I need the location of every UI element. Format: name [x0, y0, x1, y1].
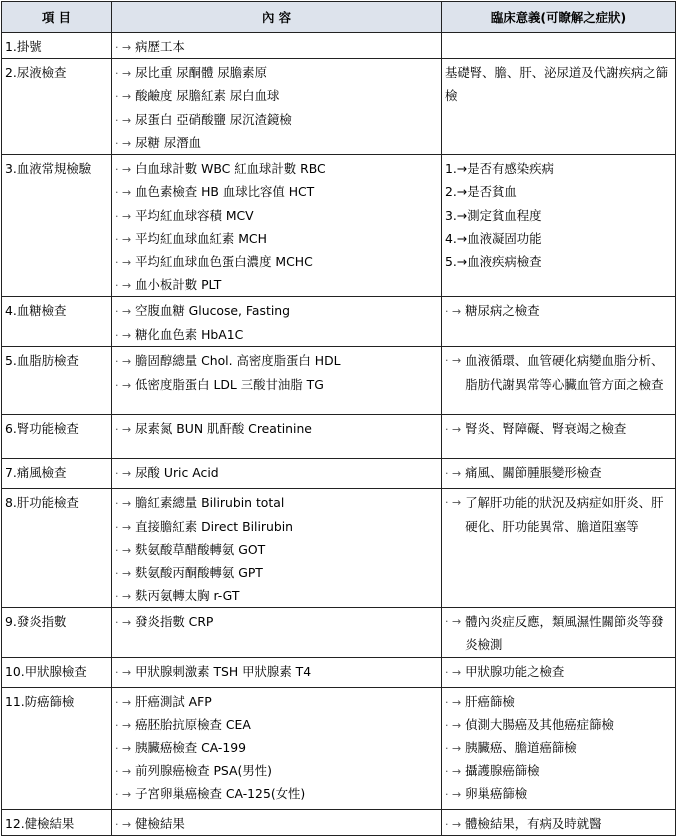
item-cell: [2, 657, 112, 687]
content-cell: [112, 347, 442, 415]
content-line: [115, 417, 438, 440]
meaning-text: 4.→血液凝固功能: [445, 230, 542, 246]
bullet-arrow-icon: · →: [445, 615, 462, 629]
table-row: [2, 809, 676, 835]
item-label: 5.血脂肪檢查: [5, 353, 79, 369]
bullet-arrow-icon: · →: [445, 305, 462, 319]
table-row: [2, 415, 676, 459]
meaning-line: [445, 759, 672, 782]
content-text: 膽固醇總量 Chol. 高密度脂蛋白 HDL: [135, 353, 341, 369]
meaning-line: [445, 61, 672, 107]
content-line: [115, 812, 438, 835]
bullet-arrow-icon: · →: [115, 378, 132, 392]
content-cell: [112, 33, 442, 59]
content-line: [115, 561, 438, 584]
bullet-arrow-icon: · →: [115, 328, 132, 342]
content-text: 子宮卵巢癌檢查 CA-125(女性): [135, 786, 306, 802]
bullet-arrow-icon: · →: [115, 232, 132, 246]
content-cell: [112, 657, 442, 687]
item-cell: [2, 809, 112, 835]
meaning-line: [445, 812, 672, 835]
content-line: [115, 660, 438, 683]
content-line: [115, 373, 438, 396]
bullet-arrow-icon: · →: [115, 718, 132, 732]
meaning-text: 攝護腺癌篩檢: [465, 763, 540, 779]
meaning-text: 肝癌篩檢: [465, 693, 515, 709]
bullet-arrow-icon: · →: [115, 209, 132, 223]
header-row: [2, 2, 676, 33]
meaning-cell: [442, 657, 676, 687]
content-line: [115, 61, 438, 84]
meaning-line: [445, 180, 672, 203]
bullet-arrow-icon: · →: [445, 423, 462, 437]
content-cell: [112, 459, 442, 489]
content-line: [115, 690, 438, 713]
content-text: 麩氨酸丙酮酸轉氨 GPT: [135, 564, 263, 580]
table-row: [2, 347, 676, 415]
meaning-text: 基礎腎、膽、肝、泌尿道及代謝疾病之篩檢: [445, 65, 669, 104]
meaning-cell: [442, 459, 676, 489]
item-cell: [2, 608, 112, 657]
meaning-cell: [442, 347, 676, 415]
bullet-arrow-icon: · →: [115, 113, 132, 127]
content-line: [115, 299, 438, 322]
content-text: 直接膽紅素 Direct Bilirubin: [135, 518, 294, 534]
meaning-cell: [442, 33, 676, 59]
bullet-arrow-icon: · →: [115, 41, 132, 54]
content-line: [115, 538, 438, 561]
content-text: 麩氨酸草醋酸轉氨 GOT: [135, 541, 266, 557]
item-cell: [2, 347, 112, 415]
content-line: [115, 227, 438, 250]
content-text: 血小板計數 PLT: [135, 277, 222, 293]
content-text: 胰臟癌檢查 CA-199: [135, 740, 247, 756]
bullet-arrow-icon: · →: [445, 695, 462, 709]
meaning-text: 體檢結果，有病及時就醫: [465, 815, 602, 831]
meaning-cell: [442, 415, 676, 459]
table-row: [2, 489, 676, 608]
content-line: [115, 584, 438, 607]
content-line: [115, 204, 438, 227]
item-label: 7.痛風檢查: [5, 465, 67, 481]
content-text: 尿糖 尿潛血: [135, 134, 202, 150]
item-cell: [2, 59, 112, 155]
bullet-arrow-icon: · →: [115, 590, 132, 604]
health-check-table: [1, 1, 676, 836]
meaning-line: [445, 250, 672, 273]
bullet-arrow-icon: · →: [445, 467, 462, 481]
header-meaning: 臨床意義(可瞭解之症狀): [442, 2, 676, 33]
content-line: [115, 349, 438, 372]
bullet-arrow-icon: · →: [115, 423, 132, 437]
content-text: 健檢結果: [135, 815, 185, 831]
bullet-arrow-icon: · →: [445, 496, 462, 510]
content-text: 前列腺癌檢查 PSA(男性): [135, 763, 272, 779]
content-text: 平均紅血球容積 MCV: [135, 207, 254, 223]
item-label: 12.健檢結果: [5, 815, 75, 831]
bullet-arrow-icon: · →: [115, 788, 132, 802]
bullet-arrow-icon: · →: [115, 355, 132, 369]
content-text: 平均紅血球血紅素 MCH: [135, 230, 267, 246]
content-text: 病歷工本: [135, 39, 185, 54]
content-line: [115, 250, 438, 273]
content-cell: [112, 809, 442, 835]
item-label: 2.尿液檢查: [5, 65, 67, 81]
bullet-arrow-icon: · →: [445, 742, 462, 756]
item-cell: [2, 33, 112, 59]
meaning-text: 體內炎症反應，類風濕性關節炎等發炎檢測: [465, 614, 664, 653]
content-line: [115, 273, 438, 296]
bullet-arrow-icon: · →: [445, 817, 462, 831]
header-content: 內 容: [112, 2, 442, 33]
content-cell: [112, 415, 442, 459]
item-label: 10.甲狀腺檢查: [5, 663, 87, 679]
item-cell: [2, 155, 112, 297]
item-cell: [2, 459, 112, 489]
item-label: 6.腎功能檢查: [5, 421, 79, 437]
item-label: 11.防癌篩檢: [5, 693, 75, 709]
table-row: [2, 459, 676, 489]
content-text: 低密度脂蛋白 LDL 三酸甘油脂 TG: [135, 376, 324, 392]
item-label: 3.血液常規檢驗: [5, 161, 92, 177]
bullet-arrow-icon: · →: [115, 467, 132, 481]
bullet-arrow-icon: · →: [115, 279, 132, 293]
content-line: [115, 610, 438, 633]
table-row: [2, 297, 676, 347]
content-cell: [112, 687, 442, 809]
table-row: [2, 59, 676, 155]
meaning-text: 1.→是否有感染疾病: [445, 161, 554, 177]
bullet-arrow-icon: · →: [115, 186, 132, 200]
meaning-text: 3.→測定貧血程度: [445, 207, 542, 223]
bullet-arrow-icon: · →: [115, 817, 132, 831]
meaning-text: 痛風、關節腫脹變形檢查: [465, 465, 602, 481]
meaning-line: [445, 157, 672, 180]
bullet-arrow-icon: · →: [115, 67, 132, 81]
bullet-arrow-icon: · →: [445, 354, 462, 368]
item-cell: [2, 297, 112, 347]
meaning-line: [445, 349, 672, 395]
meaning-cell: [442, 687, 676, 809]
bullet-arrow-icon: · →: [115, 520, 132, 534]
meaning-line: [445, 610, 672, 656]
meaning-cell: [442, 489, 676, 608]
meaning-line: [445, 299, 672, 322]
table-row: [2, 33, 676, 59]
content-line: [115, 515, 438, 538]
content-text: 酸鹼度 尿膽紅素 尿白血球: [135, 88, 280, 104]
meaning-line: [445, 782, 672, 805]
meaning-line: [445, 417, 672, 440]
content-text: 癌胚胎抗原檢查 CEA: [135, 716, 251, 732]
meaning-text: 5.→血液疾病檢查: [445, 253, 542, 269]
bullet-arrow-icon: · →: [115, 665, 132, 679]
meaning-text: 了解肝功能的狀況及病症如肝炎、肝硬化、肝功能異常、膽道阻塞等: [465, 495, 664, 534]
meaning-line: [445, 491, 672, 537]
content-line: [115, 157, 438, 180]
bullet-arrow-icon: · →: [115, 765, 132, 779]
content-line: [115, 323, 438, 346]
bullet-arrow-icon: · →: [115, 566, 132, 580]
meaning-line: [445, 461, 672, 484]
item-cell: [2, 489, 112, 608]
content-line: [115, 736, 438, 759]
bullet-arrow-icon: · →: [115, 163, 132, 177]
bullet-arrow-icon: · →: [115, 742, 132, 756]
bullet-arrow-icon: · →: [445, 788, 462, 802]
meaning-text: 偵測大腸癌及其他癌症篩檢: [465, 716, 614, 732]
content-line: [115, 713, 438, 736]
meaning-text: 胰臟癌、膽道癌篩檢: [465, 740, 577, 756]
table-row: [2, 155, 676, 297]
item-cell: [2, 415, 112, 459]
item-label: 8.肝功能檢查: [5, 495, 79, 511]
meaning-text: 血液循環、血管硬化病變血脂分析、脂肪代謝異常等心臟血管方面之檢查: [465, 353, 664, 392]
meaning-cell: [442, 297, 676, 347]
meaning-cell: [442, 59, 676, 155]
bullet-arrow-icon: · →: [445, 718, 462, 732]
bullet-arrow-icon: · →: [115, 255, 132, 269]
content-line: [115, 131, 438, 154]
content-text: 血色素檢查 HB 血球比容值 HCT: [135, 184, 315, 200]
bullet-arrow-icon: · →: [115, 543, 132, 557]
content-cell: [112, 608, 442, 657]
meaning-text: 2.→是否貧血: [445, 184, 517, 200]
bullet-arrow-icon: · →: [445, 665, 462, 679]
meaning-line: [445, 660, 672, 683]
content-text: 白血球計數 WBC 紅血球計數 RBC: [135, 161, 326, 177]
bullet-arrow-icon: · →: [115, 497, 132, 511]
bullet-arrow-icon: · →: [115, 136, 132, 150]
meaning-cell: [442, 608, 676, 657]
meaning-line: [445, 690, 672, 713]
meaning-cell: [442, 809, 676, 835]
content-line: [115, 108, 438, 131]
content-text: 尿素氮 BUN 肌酐酸 Creatinine: [135, 421, 312, 437]
content-text: 糖化血色素 HbA1C: [135, 326, 244, 342]
content-text: 麩丙氨轉太胸 r-GT: [135, 588, 240, 604]
table-row: [2, 687, 676, 809]
table-row: [2, 608, 676, 657]
meaning-line: [445, 736, 672, 759]
content-text: 甲狀腺刺激素 TSH 甲狀腺素 T4: [135, 663, 312, 679]
content-line: [115, 180, 438, 203]
content-line: [115, 461, 438, 484]
content-cell: [112, 489, 442, 608]
content-text: 發炎指數 CRP: [135, 614, 214, 630]
content-text: 空腹血糖 Glucose, Fasting: [135, 303, 290, 319]
content-text: 肝癌測試 AFP: [135, 693, 212, 709]
bullet-arrow-icon: · →: [115, 695, 132, 709]
content-cell: [112, 155, 442, 297]
content-text: 平均紅血球血色蛋白濃度 MCHC: [135, 253, 313, 269]
meaning-text: 糖尿病之檢查: [465, 303, 540, 319]
meaning-text: 卵巢癌篩檢: [465, 786, 528, 802]
content-text: 尿比重 尿酮體 尿膽素原: [135, 65, 267, 81]
header-item: 項 目: [2, 2, 112, 33]
content-text: 膽紅素總量 Bilirubin total: [135, 495, 285, 511]
meaning-cell: [442, 155, 676, 297]
bullet-arrow-icon: · →: [115, 305, 132, 319]
item-label: 4.血糖檢查: [5, 303, 67, 319]
meaning-line: [445, 204, 672, 227]
item-label: 1.掛號: [5, 39, 42, 54]
meaning-text: 腎炎、腎障礙、腎衰竭之檢查: [465, 421, 627, 437]
meaning-text: 甲狀腺功能之檢查: [465, 663, 565, 679]
content-line: [115, 782, 438, 805]
content-cell: [112, 59, 442, 155]
content-text: 尿酸 Uric Acid: [135, 465, 219, 481]
content-line: [115, 35, 438, 58]
bullet-arrow-icon: · →: [115, 616, 132, 630]
content-line: [115, 491, 438, 514]
item-label: 9.發炎指數: [5, 614, 67, 630]
content-line: [115, 84, 438, 107]
table-row: [2, 657, 676, 687]
bullet-arrow-icon: · →: [115, 90, 132, 104]
content-cell: [112, 297, 442, 347]
meaning-line: [445, 713, 672, 736]
bullet-arrow-icon: · →: [445, 765, 462, 779]
content-text: 尿蛋白 亞硝酸鹽 尿沉渣鏡檢: [135, 111, 292, 127]
meaning-line: [445, 227, 672, 250]
item-cell: [2, 687, 112, 809]
content-line: [115, 759, 438, 782]
